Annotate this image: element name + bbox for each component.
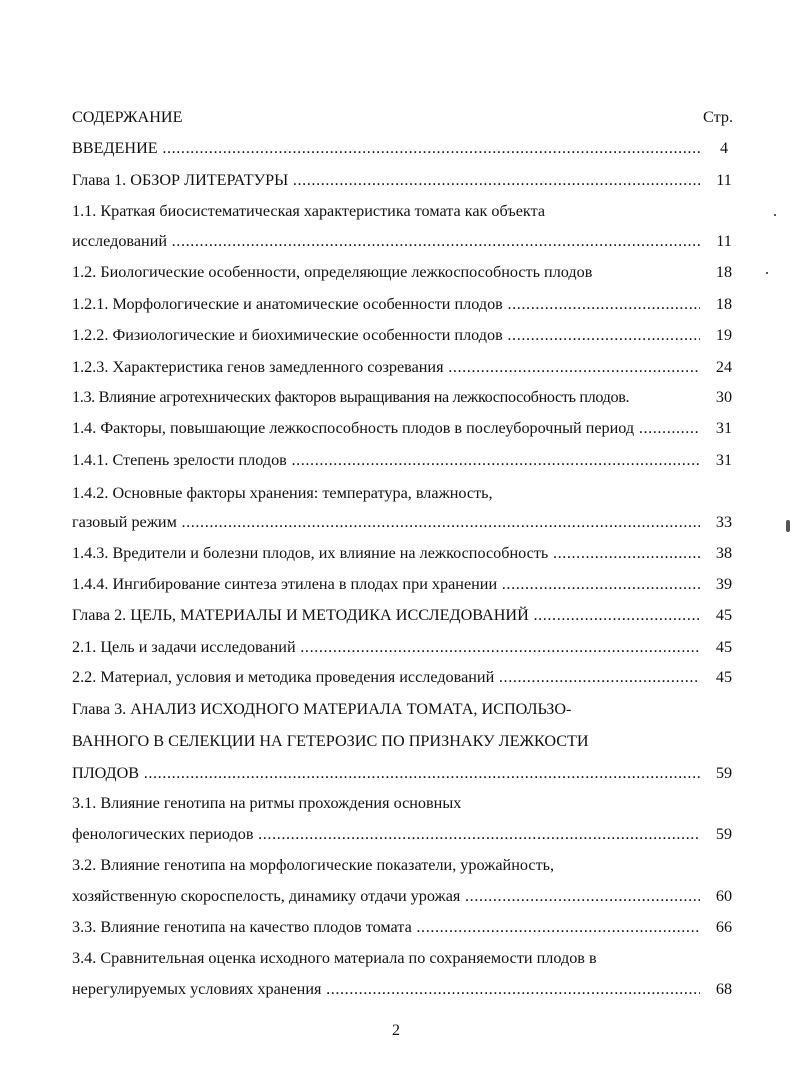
toc-entry xyxy=(72,635,740,659)
toc-entry xyxy=(72,822,740,846)
entry-page: 59 xyxy=(708,822,740,846)
entry-text: 1.4.4. Ингибирование синтеза этилена в плодах при хранении ..... xyxy=(72,572,700,596)
scan-artifact xyxy=(786,520,790,532)
entry-page: 31 xyxy=(708,448,740,472)
entry-text: фенологических периодов ..... xyxy=(72,822,700,846)
entry-page: 18 xyxy=(708,292,740,316)
entry-text: газовый режим ..... xyxy=(72,510,700,534)
toc-entry xyxy=(72,136,740,160)
entry-page: 11 xyxy=(708,168,740,192)
page-number: 2 xyxy=(392,1022,400,1039)
toc-entry xyxy=(72,260,740,284)
entry-text: 1.2.2. Физиологические и биохимические особенности плодов ..... xyxy=(72,323,700,347)
toc-heading-row xyxy=(72,105,740,129)
entry-text: Глава 3. АНАЛИЗ ИСХОДНОГО МАТЕРИАЛА ТОМАТА, ИСПОЛЬЗО- xyxy=(72,700,572,718)
entry-text: Глава 1. ОБЗОР ЛИТЕРАТУРЫ ..... xyxy=(72,168,700,192)
entry-page: 39 xyxy=(708,572,740,596)
entry-text: 1.2.1. Морфологические и анатомические особенности плодов ..... xyxy=(72,292,700,316)
toc-entry xyxy=(72,168,740,192)
entry-page: 45 xyxy=(708,635,740,659)
toc-entry xyxy=(72,761,740,785)
toc-entry xyxy=(72,323,740,347)
entry-text: 3.4. Сравнительная оценка исходного материала по сохраняемости плодов в xyxy=(72,949,597,967)
entry-text: 1.2.3. Характеристика генов замедленного созревания ..... xyxy=(72,355,700,379)
entry-text: 1.1. Краткая биосистематическая характеристика томата как объекта xyxy=(72,202,546,220)
entry-text: хозяйственную скороспелость, динамику отдачи урожая ..... xyxy=(72,884,700,908)
toc-entry xyxy=(72,946,740,970)
toc-entry xyxy=(72,355,740,379)
entry-page: 31 xyxy=(708,416,740,440)
entry-text: нерегулируемых условиях хранения ..... xyxy=(72,977,700,1001)
entry-page: 59 xyxy=(708,761,740,785)
entry-page: 33 xyxy=(708,510,740,534)
entry-page: 60 xyxy=(708,884,740,908)
toc-entry xyxy=(72,541,740,565)
toc-entry xyxy=(72,884,740,908)
entry-page: 24 xyxy=(708,355,740,379)
entry-page: 45 xyxy=(708,603,740,627)
entry-text: 1.4.3. Вредители и болезни плодов, их влияние на лежкоспособность ..... xyxy=(72,541,700,565)
entry-page: 18 xyxy=(708,260,740,284)
entry-text: 1.2. Биологические особенности, определяющие лежкоспособность плодов xyxy=(72,263,593,281)
toc-entry xyxy=(72,977,740,1001)
toc-entry xyxy=(72,572,740,596)
toc-entry xyxy=(72,385,740,409)
toc-entry xyxy=(72,915,740,939)
toc-entry xyxy=(72,416,740,440)
toc-entry xyxy=(72,665,740,689)
toc-entry xyxy=(72,448,740,472)
entry-page: 38 xyxy=(708,541,740,565)
entry-page: 19 xyxy=(708,323,740,347)
entry-text: 3.1. Влияние генотипа на ритмы прохождения основных xyxy=(72,794,462,812)
entry-text: 1.4.2. Основные факторы хранения: температура, влажность, xyxy=(72,484,493,502)
entry-text: 2.1. Цель и задачи исследований ..... xyxy=(72,635,700,659)
entry-page: 66 xyxy=(708,915,740,939)
toc-entry xyxy=(72,853,740,877)
entry-text: ВАННОГО В СЕЛЕКЦИИ НА ГЕТЕРОЗИС ПО ПРИЗНАКУ ЛЕЖКОСТИ xyxy=(72,732,589,750)
entry-text: 2.2. Материал, условия и методика проведения исследований ..... xyxy=(72,665,700,689)
entry-page: 45 xyxy=(708,665,740,689)
entry-text: 1.4.1. Степень зрелости плодов ..... xyxy=(72,448,700,472)
entry-text: 1.4. Факторы, повышающие лежкоспособность плодов в послеуборочный период ..... xyxy=(72,416,700,440)
entry-text: 1.3. Влияние агротехнических факторов выращивания на лежкоспособность плодов. xyxy=(72,388,630,406)
scan-artifact xyxy=(774,214,776,216)
toc-entry xyxy=(72,697,740,721)
entry-text: 3.3. Влияние генотипа на качество плодов томата ..... xyxy=(72,915,700,939)
entry-text: Глава 2. ЦЕЛЬ, МАТЕРИАЛЫ И МЕТОДИКА ИССЛЕДОВАНИЙ ..... xyxy=(72,603,700,627)
toc-entry xyxy=(72,510,740,534)
entry-text: ПЛОДОВ ..... xyxy=(72,761,700,785)
entry-page: 30 xyxy=(708,385,740,409)
entry-page: 4 xyxy=(708,136,740,160)
scan-artifact xyxy=(766,272,768,274)
toc-entry xyxy=(72,199,740,223)
entry-page: 68 xyxy=(708,977,740,1001)
toc-entry xyxy=(72,791,740,815)
page-column-label: Стр. xyxy=(696,105,740,129)
toc-entry xyxy=(72,292,740,316)
entry-page: 11 xyxy=(708,229,740,253)
entry-text: исследований ..... xyxy=(72,229,700,253)
entry-text: ВВЕДЕНИЕ ..... xyxy=(72,136,700,160)
entry-text: 3.2. Влияние генотипа на морфологические показатели, урожайность, xyxy=(72,856,555,874)
toc-entry xyxy=(72,603,740,627)
toc-entry xyxy=(72,481,740,505)
toc-entry xyxy=(72,729,740,753)
toc-title: СОДЕРЖАНИЕ xyxy=(72,108,183,126)
toc-entry xyxy=(72,229,740,253)
